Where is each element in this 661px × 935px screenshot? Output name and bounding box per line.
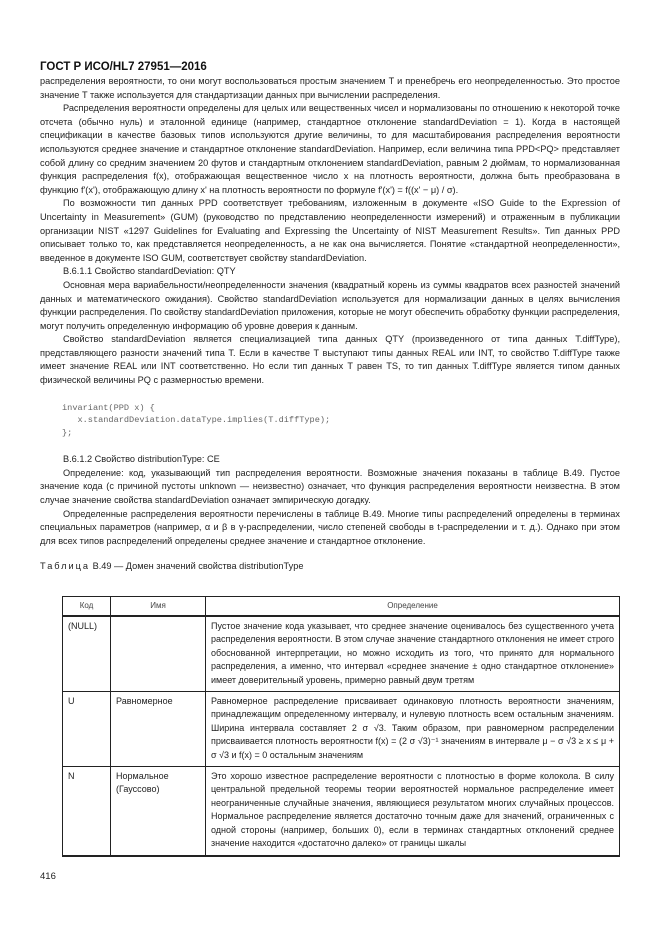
column-header: Имя — [111, 597, 206, 617]
document-body — [40, 75, 620, 574]
cell-code: N — [63, 767, 111, 856]
paragraph: Распределения вероятности определены для целых или вещественных чисел и нормализованы по отношению к некоторой точке отсчета (обычно нуль) и эталонной единице (например, стандартное отклонение standardDeviation = 1). Когда в настоящей спецификации в качестве базовых типов используются другие величины, то для масштабирования распределения вероятности используются среднее значение и стандартное отклонение standardDeviation. Например, если величина типа PPD<PQ> представляет собой длину со средним значением 20 футов и стандартным отклонением standardDeviation, равным 2 дюймам, то нормализованная функция распределения f(x), отображающая вещественное число x на плотность вероятности, должна быть преобразована в функцию f'(x'), отображающую длину x' на плотность вероятности по формуле f'(x') = f((x' − μ) / σ). — [40, 103, 620, 195]
cell-definition: Это хорошо известное распределение вероятности с плотностью в форме колокола. В силу центральной предельной теоремы теории вероятностей нормальное распределение имеет неограниченные случайные значения, являющиеся результатом многих случайных процессов. Нормальное распределение является достаточно точным даже для значений, ограниченных с одной стороны (например, больших 0), если в терминах стандартных отклонений среднее значение находится «достаточно далеко» от границы шкалы — [206, 767, 620, 856]
table-row — [63, 692, 620, 767]
table-caption — [40, 560, 620, 574]
section-heading: B.6.1.2 Свойство distributionType: CE — [63, 454, 220, 465]
distribution-type-table — [62, 596, 620, 857]
cell-definition: Равномерное распределение присваивает одинаковую плотность вероятности значениям, принадлежащим определенному интервалу, и нулевую плотность всем остальным значениям. Ширина интервала составляет 2 σ √3. Таким образом, при равномерном распределении присваивается плотность вероятности f(x) = (2 σ √3)⁻¹ значениям в интервале μ − σ √3 ≥ x ≤ μ + σ √3 и f(x) = 0 остальным значениям — [206, 692, 620, 767]
cell-name: Нормальное (Гауссово) — [111, 767, 206, 856]
paragraph: Основная мера вариабельности/неопределенности значения (квадратный корень из суммы квадратов всех разностей значений данных и математического ожидания). Свойство standardDeviation используется для нормализации данных в целях вычисления функции распределения. По свойству standardDeviation приложения, которые не могут обеспечить обработку функции распределения, могут получить определенную информацию об уровне доверия к данным. — [40, 279, 620, 331]
cell-code: (NULL) — [63, 616, 111, 692]
document-header: ГОСТ Р ИСО/HL7 27951—2016 — [40, 61, 207, 73]
section-heading: B.6.1.1 Свойство standardDeviation: QTY — [63, 266, 236, 277]
table-caption-prefix: Таблица — [40, 561, 91, 572]
table-row — [63, 616, 620, 692]
paragraph: распределения вероятности, то они могут воспользоваться простым значением T и пренебречь его неопределенностью. Это простое значение T также используется для стандартизации данных при вычислении распределения. — [40, 76, 620, 100]
column-header: Код — [63, 597, 111, 617]
code-block — [62, 402, 620, 440]
code-line: x.standardDeviation.dataType.implies(T.diffType); — [77, 415, 331, 426]
cell-definition: Пустое значение кода указывает, что среднее значение оценивалось без существенного учета распределения вероятности. В этом случае значение стандартного отклонения не имеет строго обоснованной интерпретации, но можно исходить из того, что принято для нормального распределения, а именно, что интервал «среднее значение ± одно стандартное отклонение» имеет доверительный уровень, примерно равный двум третям — [206, 616, 620, 692]
cell-name — [111, 616, 206, 692]
cell-name: Равномерное — [111, 692, 206, 767]
paragraph: Определение: код, указывающий тип распределения вероятности. Возможные значения показаны в таблице B.49. Пустое значение кода (с причиной пустоты unknown — неизвестно) означает, что функция распределения вероятности неизвестна. В этом случае значение свойства standardDeviation означает эмпирическую догадку. — [40, 467, 620, 505]
code-line: }; — [62, 427, 73, 438]
paragraph: По возможности тип данных PPD соответствует требованиям, изложенным в документе «ISO Guide to the Expression of Uncertainty in Measurement» (GUM) (руководство по представлению неопределенности измерений) и отраженным в публикации организации NIST «1297 Guidelines for Evaluating and Expressing the Uncertainty of NIST Measurement Results». Тип данных PPD описывает только то, как представляется неопределенность, а не как она вычисляется. Понятие «стандартной неопределенности», введенное в документе ISO GUM, соответствует свойству standardDeviation. — [40, 198, 620, 263]
table-header-row — [63, 597, 620, 617]
table-caption-text: B.49 — Домен значений свойства distributionType — [92, 561, 304, 572]
page-number: 416 — [40, 871, 56, 882]
paragraph: Определенные распределения вероятности перечислены в таблице B.49. Многие типы распределений определены в терминах специальных параметров (например, α и β в γ-распределении, число степеней свободы в t-распределении и т. д.). Однако при этом для всех типов распределений определены среднее значение и стандартное отклонение. — [40, 508, 620, 546]
code-line: invariant(PPD x) { — [62, 402, 155, 413]
table-row — [63, 767, 620, 856]
column-header: Определение — [206, 597, 620, 617]
cell-code: U — [63, 692, 111, 767]
paragraph: Свойство standardDeviation является специализацией типа данных QTY (произведенного от типа данных T.diffType), представляющего разности значений типа T. Если в качестве T выступают типы данных REAL или INT, то свойство T.diffType также имеет значение REAL или INT соответственно. Но если тип данных T равен TS, то тип данных T.diffType является типом данных физической величины PQ с размерностью времени. — [40, 334, 620, 386]
